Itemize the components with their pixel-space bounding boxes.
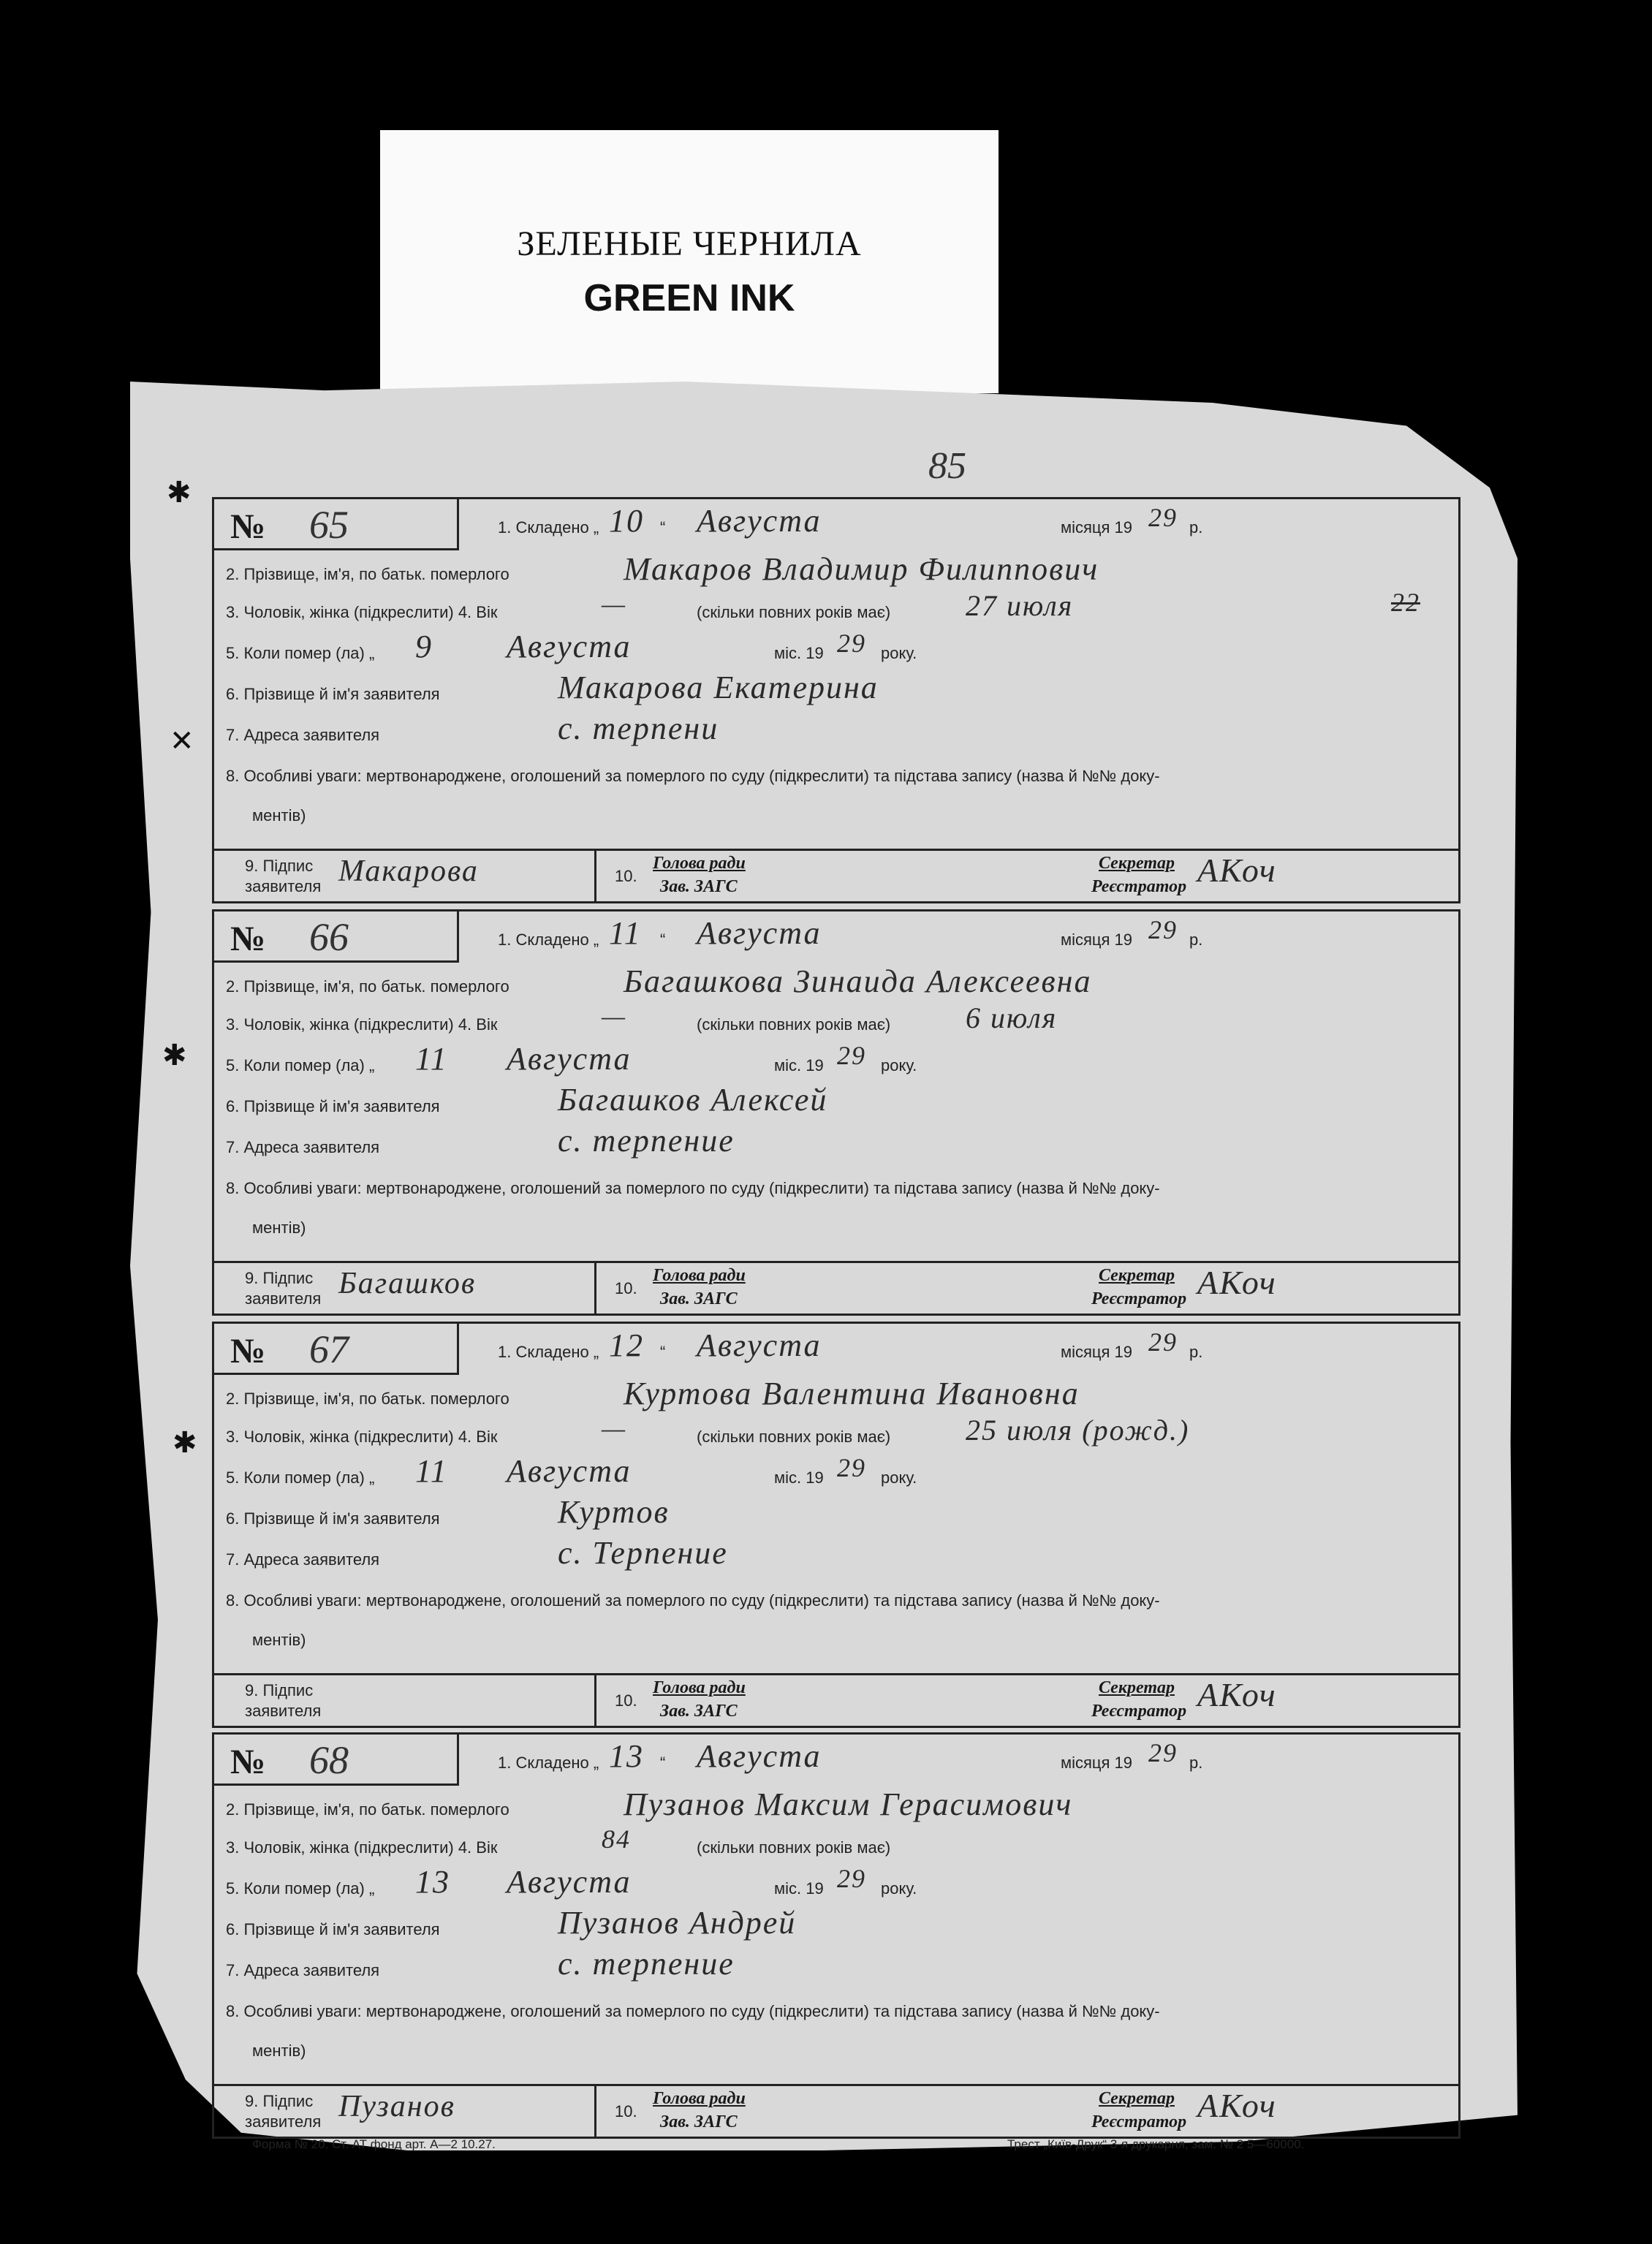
field-declarant-address [214,710,1458,757]
field-special-notes [214,1169,1458,1210]
field-deceased-name [214,1378,1458,1419]
field-8-label: 8. Особливі уваги: мертвонароджене, оголошений за померлого по суду (підкреслити) та підстава запису (назва й №№ доку- [226,1591,1160,1610]
field-8-label: 8. Особливі уваги: мертвонароджене, оголошений за померлого по суду (підкреслити) та підстава запису (назва й №№ доку- [226,2002,1160,2020]
field-compiled-date [214,503,1458,550]
declarant-name: Макарова Екатерина [558,670,879,705]
field-special-notes [214,1992,1458,2033]
declarant-name: Куртов [558,1494,670,1530]
compiled-year: 29 [1148,503,1178,532]
margin-mark: ✱ [162,1039,187,1072]
margin-note: 22 [1391,588,1420,617]
zags-head-label: Зав. ЗАГС [660,2112,738,2131]
record-number: 68 [309,1738,349,1782]
death-day: 11 [415,1041,448,1077]
death-day: 9 [415,629,433,664]
field-9b-label: заявителя [245,1702,322,1720]
green-ink-label-card [380,130,999,393]
zags-head-label: Зав. ЗАГС [660,1702,738,1721]
field-1-quote: “ [660,930,666,949]
number-sign: № [230,507,266,546]
age: — [602,589,627,618]
signature-row [214,1261,1458,1314]
declarant-address: с. Терпение [558,1535,728,1571]
death-month: Августа [507,1864,632,1900]
field-5b-label: міс. 19 [774,644,824,662]
field-declarant-address [214,1123,1458,1169]
death-year: 29 [837,629,866,658]
field-7-label: 7. Адреса заявителя [226,1961,380,1979]
field-9-label: 9. Підпис [245,1681,314,1699]
number-sign: № [230,920,266,958]
number-sign: № [230,1332,266,1371]
field-9b-label: заявителя [245,2112,322,2131]
field-sex-age [214,1824,1458,1869]
margin-mark: ✱ [167,476,192,509]
label-text-ru: ЗЕЛЕНЫЕ ЧЕРНИЛА [517,224,862,263]
compiled-year: 29 [1148,1738,1178,1767]
field-deceased-name [214,1786,1458,1830]
field-compiled-date [214,1738,1458,1786]
secretary-label: Секретар [1099,1266,1175,1285]
deceased-name: Макаров Владимир Филиппович [624,551,1099,587]
death-day: 11 [415,1453,448,1489]
field-documents [214,797,1458,838]
head-of-council-label: Голова ради [653,1678,746,1697]
field-death-date [214,1453,1458,1499]
field-1-quote: “ [660,518,666,537]
field-declarant [214,1082,1458,1128]
death-year: 29 [837,1041,866,1070]
field-9-label: 9. Підпис [245,2092,314,2110]
field-documents [214,1622,1458,1663]
field-6-label: 6. Прізвище й ім'я заявителя [226,685,440,703]
declarant-address: с. терпение [558,1946,735,1982]
compiled-day: 13 [609,1738,644,1774]
signature-divider [594,1263,596,1314]
field-7-label: 7. Адреса заявителя [226,726,380,744]
compiled-day: 12 [609,1327,644,1363]
field-5c-label: року. [881,1468,917,1487]
death-year: 29 [837,1453,866,1482]
death-record-66 [212,909,1460,1316]
field-10-label: 10. [615,867,637,885]
field-5-label: 5. Коли помер (ла) „ [226,1879,375,1898]
label-text-en: GREEN INK [583,277,795,319]
field-5-label: 5. Коли помер (ла) „ [226,1468,375,1487]
field-3b-label: (скільки повних років має) [697,603,891,621]
field-8-label: 8. Особливі уваги: мертвонароджене, оголошений за померлого по суду (підкреслити) та підстава запису (назва й №№ доку- [226,767,1160,785]
field-1-end: р. [1189,518,1203,537]
age: — [602,1001,627,1031]
signature-row [214,849,1458,901]
field-documents [214,2033,1458,2074]
field-1-suffix: місяця 19 [1061,518,1133,537]
field-sex-age [214,1414,1458,1458]
field-3b-label: (скільки повних років має) [697,1838,891,1857]
compiled-month: Августа [697,503,822,539]
field-1-end: р. [1189,930,1203,949]
field-1-suffix: місяця 19 [1061,1754,1133,1772]
field-9-label: 9. Підпис [245,1269,314,1287]
death-record-67 [212,1322,1460,1728]
page-number: 85 [928,445,966,487]
field-10-label: 10. [615,1279,637,1297]
field-2-label: 2. Прізвище, ім'я, по батьк. померлого [226,1390,509,1408]
field-documents [214,1210,1458,1251]
field-7-label: 7. Адреса заявителя [226,1550,380,1569]
field-8b-label: ментів) [252,2042,306,2060]
field-5c-label: року. [881,1056,917,1074]
age-note: 25 июля (рожд.) [966,1414,1190,1447]
field-5c-label: року. [881,644,917,662]
field-sex-age [214,588,1458,634]
record-number: 67 [309,1327,349,1371]
field-declarant [214,670,1458,716]
field-1-label: 1. Складено „ [498,930,599,949]
field-5b-label: міс. 19 [774,1056,824,1074]
compiled-month: Августа [697,1738,822,1774]
declarant-signature: Багашков [338,1267,477,1300]
field-7-label: 7. Адреса заявителя [226,1138,380,1156]
registrar-signature: АКоч [1197,2087,1277,2124]
field-3-label: 3. Чоловік, жінка (підкреслити) 4. Вік [226,603,498,621]
declarant-name: Пузанов Андрей [558,1905,797,1941]
death-record-65 [212,497,1460,903]
death-month: Августа [507,1041,632,1077]
field-3b-label: (скільки повних років має) [697,1015,891,1034]
footer-form-number: Форма № 20. Ст. АТ фонд арт. А—2 10.27. [252,2137,496,2151]
registrar-label: Реєстратор [1091,1702,1187,1721]
signature-row [214,1673,1458,1726]
field-9-label: 9. Підпис [245,857,314,875]
field-5-label: 5. Коли помер (ла) „ [226,1056,375,1074]
declarant-signature: Пузанов [338,2090,455,2123]
field-1-end: р. [1189,1754,1203,1772]
field-compiled-date [214,1327,1458,1375]
signature-divider [594,851,596,901]
compiled-day: 11 [609,915,642,951]
deceased-name: Багашкова Зинаида Алексеевна [624,963,1092,999]
field-5-label: 5. Коли помер (ла) „ [226,644,375,662]
age-note: 27 июля [966,589,1074,622]
death-record-68 [212,1732,1460,2139]
field-9b-label: заявителя [245,1289,322,1308]
signature-row [214,2084,1458,2137]
margin-mark: ✕ [170,724,194,757]
field-1-quote: “ [660,1754,666,1772]
field-5b-label: міс. 19 [774,1879,824,1898]
field-8-label: 8. Особливі уваги: мертвонароджене, оголошений за померлого по суду (підкреслити) та підстава запису (назва й №№ доку- [226,1179,1160,1197]
age: — [602,1414,627,1443]
compiled-year: 29 [1148,1327,1178,1357]
declarant-signature: Макарова [338,854,479,888]
head-of-council-label: Голова ради [653,854,746,873]
field-2-label: 2. Прізвище, ім'я, по батьк. померлого [226,1800,509,1819]
field-declarant-address [214,1535,1458,1581]
death-year: 29 [837,1864,866,1893]
margin-mark: ✱ [173,1426,197,1459]
field-1-suffix: місяця 19 [1061,930,1133,949]
field-special-notes [214,757,1458,797]
field-8b-label: ментів) [252,1218,306,1237]
head-of-council-label: Голова ради [653,1266,746,1285]
registrar-signature: АКоч [1197,1676,1277,1713]
field-special-notes [214,1581,1458,1622]
registrar-signature: АКоч [1197,852,1277,889]
compiled-day: 10 [609,503,644,539]
field-8b-label: ментів) [252,1631,306,1649]
field-1-end: р. [1189,1343,1203,1361]
declarant-address: с. терпени [558,710,719,746]
field-compiled-date [214,915,1458,963]
field-8b-label: ментів) [252,806,306,825]
field-3b-label: (скільки повних років має) [697,1428,891,1446]
field-5c-label: року. [881,1879,917,1898]
death-day: 13 [415,1864,450,1900]
field-declarant [214,1905,1458,1951]
age-note: 6 июля [966,1001,1058,1034]
deceased-name: Пузанов Максим Герасимович [624,1786,1073,1822]
field-6-label: 6. Прізвище й ім'я заявителя [226,1920,440,1938]
deceased-name: Куртова Валентина Ивановна [624,1376,1080,1411]
compiled-year: 29 [1148,915,1178,944]
field-3-label: 3. Чоловік, жінка (підкреслити) 4. Вік [226,1015,498,1034]
record-number: 65 [309,503,349,547]
secretary-label: Секретар [1099,1678,1175,1697]
compiled-month: Августа [697,915,822,951]
age: 84 [602,1824,631,1854]
field-3-label: 3. Чоловік, жінка (підкреслити) 4. Вік [226,1838,498,1857]
field-declarant-address [214,1946,1458,1992]
death-month: Августа [507,1453,632,1489]
footer-printer: Трест „Київ-Друк“ 3-я друкарня, зам. № 2 5—60000. [1007,2137,1305,2151]
registrar-label: Реєстратор [1091,877,1187,896]
registrar-label: Реєстратор [1091,2112,1187,2131]
record-number: 66 [309,915,349,959]
declarant-name: Багашков Алексей [558,1082,828,1118]
field-deceased-name [214,553,1458,594]
field-5b-label: міс. 19 [774,1468,824,1487]
field-10-label: 10. [615,1691,637,1710]
secretary-label: Секретар [1099,2089,1175,2108]
number-sign: № [230,1743,266,1781]
registrar-signature: АКоч [1197,1264,1277,1301]
compiled-month: Августа [697,1327,822,1363]
field-1-quote: “ [660,1343,666,1361]
field-deceased-name [214,963,1458,1007]
zags-head-label: Зав. ЗАГС [660,1289,738,1308]
field-sex-age [214,1001,1458,1046]
field-1-label: 1. Складено „ [498,1343,599,1361]
field-1-label: 1. Складено „ [498,518,599,537]
signature-divider [594,2086,596,2137]
field-2-label: 2. Прізвище, ім'я, по батьк. померлого [226,977,509,996]
zags-head-label: Зав. ЗАГС [660,877,738,896]
field-6-label: 6. Прізвище й ім'я заявителя [226,1509,440,1528]
death-month: Августа [507,629,632,664]
field-1-suffix: місяця 19 [1061,1343,1133,1361]
field-10-label: 10. [615,2102,637,2120]
head-of-council-label: Голова ради [653,2089,746,2108]
secretary-label: Секретар [1099,854,1175,873]
field-2-label: 2. Прізвище, ім'я, по батьк. померлого [226,565,509,583]
field-3-label: 3. Чоловік, жінка (підкреслити) 4. Вік [226,1428,498,1446]
field-declarant [214,1494,1458,1540]
field-1-label: 1. Складено „ [498,1754,599,1772]
signature-divider [594,1675,596,1726]
field-9b-label: заявителя [245,877,322,895]
declarant-address: с. терпение [558,1123,735,1159]
field-death-date [214,1864,1458,1910]
registrar-label: Реєстратор [1091,1289,1187,1308]
field-death-date [214,1041,1458,1087]
field-6-label: 6. Прізвище й ім'я заявителя [226,1097,440,1115]
